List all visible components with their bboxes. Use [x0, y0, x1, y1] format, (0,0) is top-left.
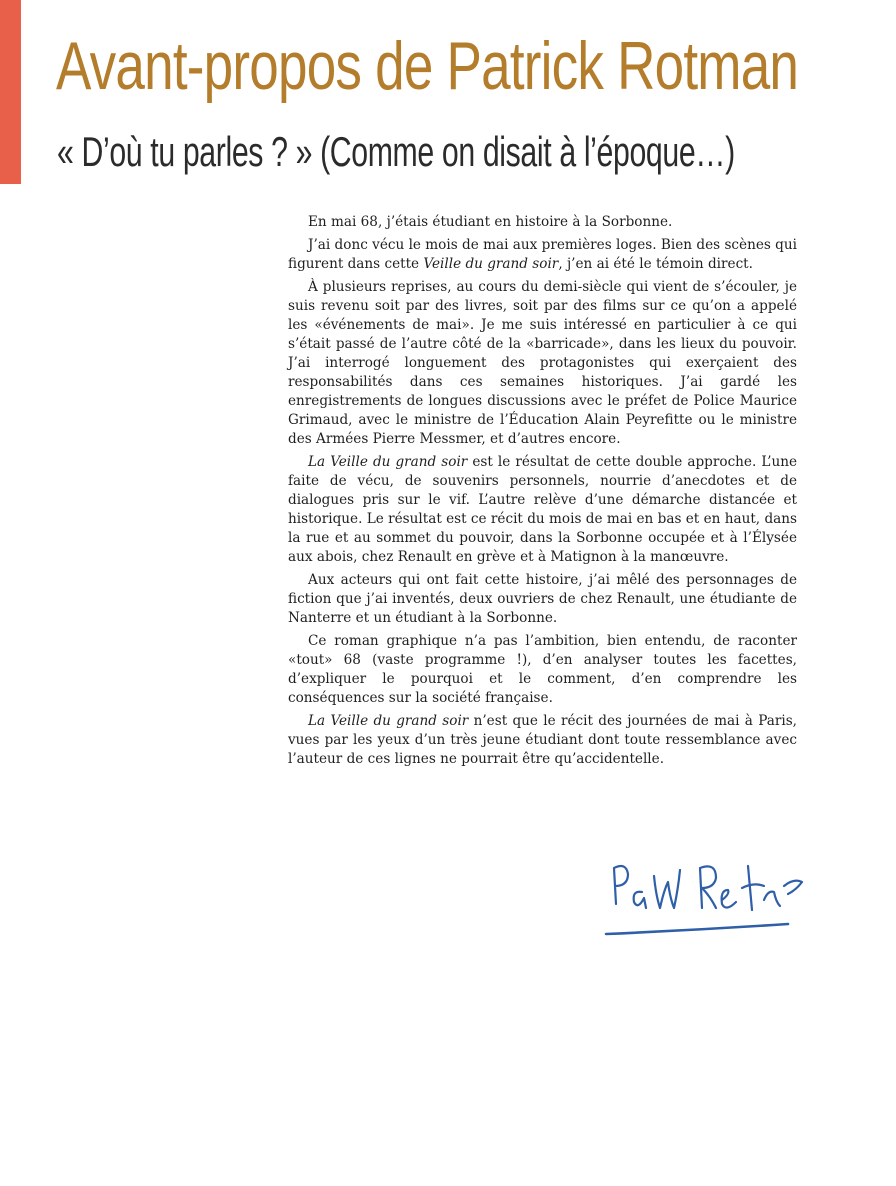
paragraph-3: À plusieurs reprises, au cours du demi-siècle qui vient de s’écouler, je suis revenu soit par des livres, soit par des films sur ce qu’on a appelé les «événements de mai». Je me suis intéressé en particulier à ce qui s’était passé de l’autre côté de la «barricade», dans les lieux du pouvoir. J’ai interrogé longuement des protagonistes qui exerçaient des responsabilités dans ces semaines historiques. J’ai gardé les enregistrements de longues discussions avec le préfet de Police Maurice Grimaud, avec le ministre de l’Éducation Alain Peyrefitte ou le ministre des Armées Pierre Messmer, et d’autres encore. — [288, 279, 797, 447]
paragraph-4-text: est le résultat de cette double approche. L’une faite de vécu, de souvenirs personnels, nourrie d’anecdotes et de dialogues pris sur le vif. L’autre relève d’une démarche distancée et historique. Le résultat est ce récit du mois de mai en bas et en haut, dans la rue et au sommet du pouvoir, dans la Sorbonne occupée et à l’Élysée aux abois, chez Renault en grève et à Matignon à la manœuvre. — [288, 454, 798, 565]
paragraph-5: Aux acteurs qui ont fait cette histoire, j’ai mêlé des personnages de fiction que j’ai inventés, deux ouvriers de chez Renault, une étudiante de Nanterre et un étudiant à la Sorbonne. — [288, 572, 797, 626]
page-title: Avant-propos de Patrick Rotman — [56, 28, 799, 104]
book-title-italic: La Veille du grand soir — [308, 454, 468, 470]
accent-bar — [0, 0, 21, 184]
paragraph-2-text-a: J’ai donc vécu le mois de mai aux premières loges. Bien des scènes qui figurent dans cette — [288, 237, 797, 272]
paragraph-7-text: n’est que le récit des journées de mai à Paris, vues par les yeux d’un très jeune étudiant dont toute ressemblance avec l’auteur de ces lignes ne pourrait être qu’accidentelle. — [288, 713, 797, 767]
paragraph-2 — [288, 236, 797, 274]
page-subtitle: « D’où tu parles ? » (Comme on disait à l’époque…) — [57, 128, 735, 175]
book-title-italic: Veille du grand soir — [423, 256, 559, 272]
paragraph-7 — [288, 712, 797, 769]
paragraph-4 — [288, 453, 797, 567]
paragraph-1: En mai 68, j’étais étudiant en histoire à la Sorbonne. — [308, 214, 673, 230]
author-signature — [598, 846, 818, 946]
foreword-body — [288, 213, 797, 773]
paragraph-2-text-b: , j’en ai été le témoin direct. — [558, 256, 753, 272]
book-title-italic: La Veille du grand soir — [308, 713, 469, 729]
paragraph-6: Ce roman graphique n’a pas l’ambition, bien entendu, de raconter «tout» 68 (vaste programme !), d’en analyser toutes les facettes, d’expliquer le pourquoi et le comment, d’en comprendre les conséquences sur la société française. — [288, 633, 797, 706]
